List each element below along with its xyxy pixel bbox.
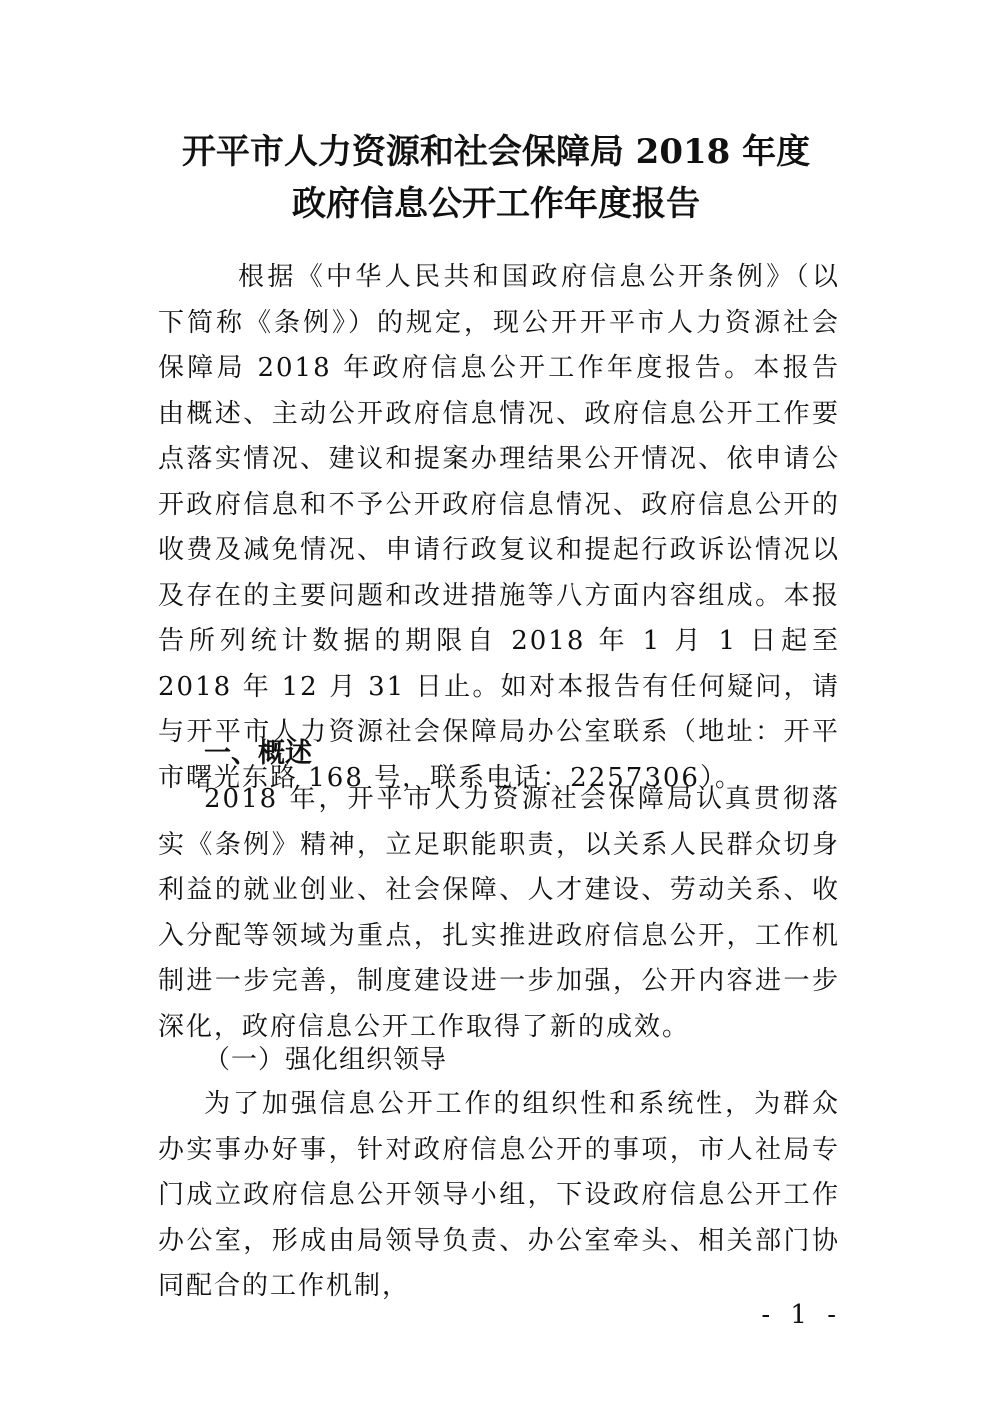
page-number: - 1 - (761, 1300, 842, 1330)
section-heading-overview: 一、概述 (204, 738, 312, 769)
document-title-line-2: 政府信息公开工作年度报告 (292, 184, 700, 224)
organization-paragraph: 为了加强信息公开工作的组织性和系统性，为群众办实事办好事，针对政府信息公开的事项，市人社局专门成立政府信息公开领导小组，下设政府信息公开工作办公室，形成由局领导负责、办公室牵头、相关部门协同配合的工作机制， (158, 1089, 840, 1301)
overview-paragraph: 2018 年，开平市人力资源社会保障局认真贯彻落实《条例》精神，立足职能职责，以关系人民群众切身利益的就业创业、社会保障、人才建设、劳动关系、收入分配等领域为重点，扎实推进政府信息公开，工作机制进一步完善，制度建设进一步加强，公开内容进一步深化，政府信息公开工作取得了新的成效。 (158, 784, 840, 1042)
subsection-heading-organization: （一）强化组织领导 (204, 1045, 448, 1075)
document-title-line-1: 开平市人力资源和社会保障局 2018 年度 (181, 132, 811, 172)
intro-paragraph: 根据《中华人民共和国政府信息公开条例》（以下简称《条例》）的规定，现公开开平市人力资源社会保障局 2018 年政府信息公开工作年度报告。本报告由概述、主动公开政府信息情况、政府信息公开工作要点落实情况、建议和提案办理结果公开情况、依申请公开政府信息和不予公开政府信息情况、政府信息公开的收费及减免情况、申请行政复议和提起行政诉讼情况以及存在的主要问题和改进措施等八方面内容组成。本报告所列统计数据的期限自 2018 年 1 月 1 日起至 2018 年 12 月 31 日止。如对本报告有任何疑问，请与开平市人力资源社会保障局办公室联系（地址：开平市曙光东路 168 号，联系电话：2257306）。 (158, 262, 840, 793)
